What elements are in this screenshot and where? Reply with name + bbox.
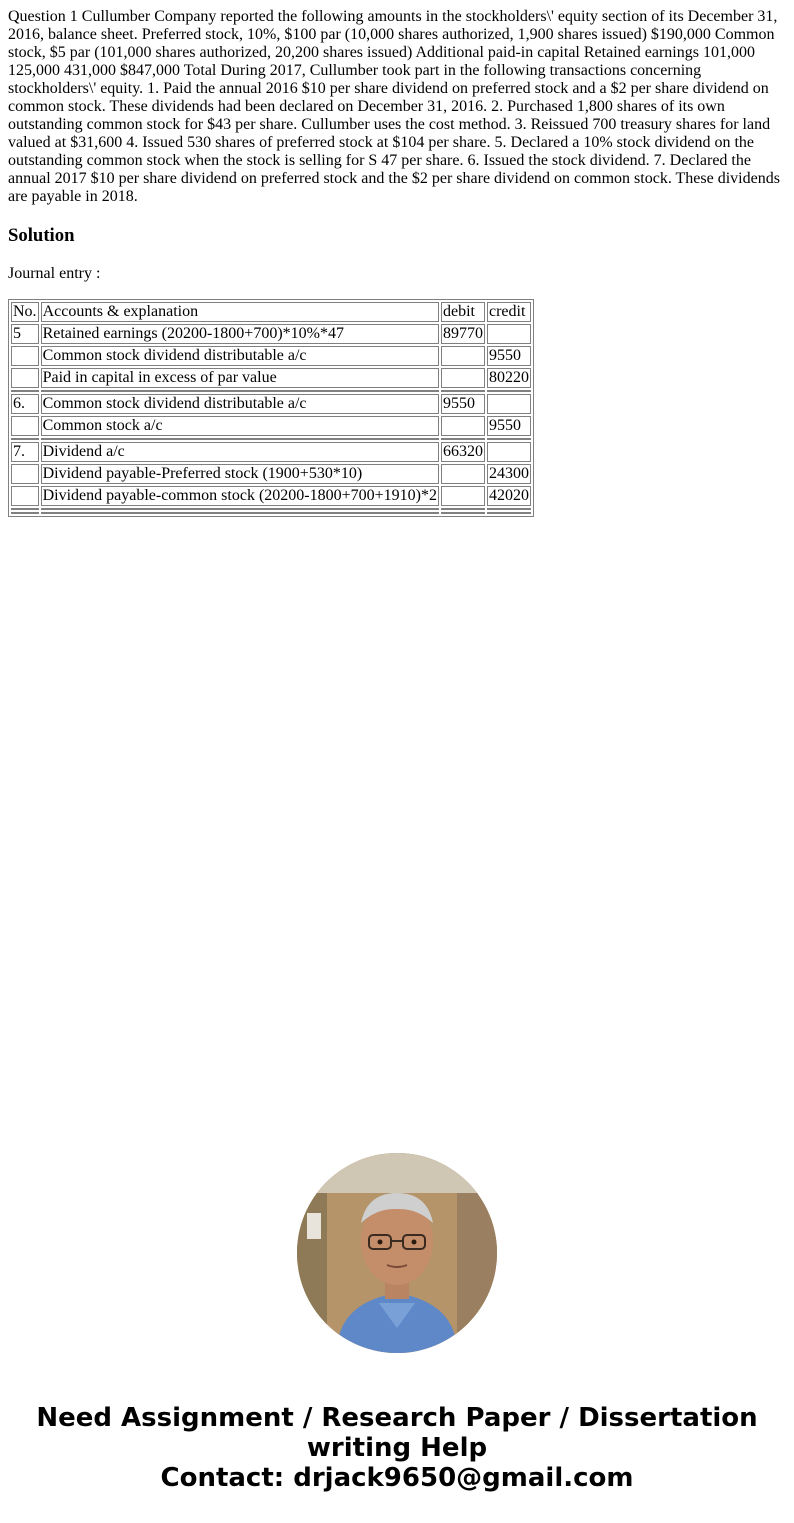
table-row xyxy=(11,442,531,462)
cell-credit: 24300 xyxy=(488,465,529,482)
cell-credit: 9550 xyxy=(487,416,531,436)
cell-debit: 9550 xyxy=(441,394,485,414)
cell-debit xyxy=(441,464,485,484)
cell-account: Retained earnings (20200-1800+700)*10%*47 xyxy=(41,324,439,344)
cell-debit xyxy=(441,486,485,506)
avatar-portrait xyxy=(297,1153,497,1353)
table-row xyxy=(11,324,531,344)
divider-cell xyxy=(41,390,439,392)
cell-credit: 42020 xyxy=(488,487,529,504)
divider-cell xyxy=(487,390,531,392)
cell-debit xyxy=(441,416,485,436)
table-row xyxy=(11,346,531,366)
divider-cell xyxy=(41,508,439,510)
table-divider-row xyxy=(11,390,531,392)
divider-cell xyxy=(11,512,39,514)
solution-heading: Solution xyxy=(8,225,75,246)
cell-no: 7. xyxy=(11,442,39,462)
cell-debit xyxy=(441,368,485,388)
cell-account: Paid in capital in excess of par value xyxy=(41,368,439,388)
cell-no xyxy=(11,464,39,484)
cell-no: 6. xyxy=(11,394,39,414)
cell-account: Common stock dividend distributable a/c xyxy=(41,346,439,366)
table-divider-row xyxy=(11,512,531,514)
footer-line-1: Need Assignment / Research Paper / Dissertation xyxy=(36,1403,758,1433)
cell-no xyxy=(11,416,39,436)
table-row xyxy=(11,368,531,388)
header-account: Accounts & explanation xyxy=(41,302,439,322)
footer-line-2: writing Help xyxy=(306,1433,488,1463)
divider-cell xyxy=(11,508,39,510)
divider-cell xyxy=(441,438,485,440)
header-credit: credit xyxy=(487,302,531,322)
cell-no xyxy=(11,486,39,506)
cell-account: Dividend a/c xyxy=(41,442,439,462)
divider-cell xyxy=(41,512,439,514)
journal-entry-table xyxy=(8,299,534,517)
cell-debit xyxy=(441,346,485,366)
table-row xyxy=(11,464,531,484)
divider-cell xyxy=(11,438,39,440)
question-text: Question 1 Cullumber Company reported the following amounts in the stockholders\' equity section of its December 31, 2016, balance sheet. Preferred stock, 10%, $100 par (10,000 shares authorized, 1,900 shares issued) $190,000 Common stock, $5 par (101,000 shares authorized, 20,200 shares issued) Additional paid-in capital Retained earnings 101,000 125,000 431,000 $847,000 Total During 2017, Cullumber took part in the following transactions concerning stockholders\' equity. 1. Paid the annual 2016 $10 per share dividend on preferred stock and a $2 per share dividend on common stock. These dividends had been declared on December 31, 2016. 2. Purchased 1,800 shares of its own outstanding common stock for $43 per share. Cullumber uses the cost method. 3. Reissued 700 treasury shares for land valued at $31,600 4. Issued 530 shares of preferred stock at $104 per share. 5. Declared a 10% stock dividend on the outstanding common stock when the stock is selling for S 47 per share. 6. Issued the stock dividend. 7. Declared the annual 2017 $10 per share dividend on preferred stock and the $2 per share dividend on common stock. These dividends are payable in 2018. xyxy=(8,8,780,205)
footer-contact: Contact: drjack9650@gmail.com xyxy=(160,1463,634,1493)
cell-no xyxy=(11,346,39,366)
divider-cell xyxy=(487,438,531,440)
table-divider-row xyxy=(11,438,531,440)
journal-entry-label: Journal entry : xyxy=(8,265,101,282)
header-no: No. xyxy=(13,303,37,320)
divider-cell xyxy=(441,512,485,514)
table-divider-row xyxy=(11,508,531,510)
page-content xyxy=(8,8,786,517)
cell-credit: 9550 xyxy=(487,346,531,366)
table-header-row xyxy=(11,302,531,322)
cell-credit xyxy=(487,394,531,414)
divider-cell xyxy=(441,508,485,510)
cell-account: Common stock a/c xyxy=(41,416,439,436)
divider-cell xyxy=(487,508,531,510)
table-row xyxy=(11,394,531,414)
table-row xyxy=(11,416,531,436)
cell-debit: 89770 xyxy=(442,325,483,342)
cell-credit xyxy=(487,442,531,462)
cell-no xyxy=(11,368,39,388)
author-avatar xyxy=(297,1153,497,1353)
cell-no: 5 xyxy=(11,324,39,344)
divider-cell xyxy=(41,438,439,440)
cell-account: Dividend payable-common stock (20200-1800+700+1910)*2 xyxy=(42,487,437,504)
cell-account: Dividend payable-Preferred stock (1900+530*10) xyxy=(41,464,439,484)
divider-cell xyxy=(11,390,39,392)
footer-banner xyxy=(0,1403,794,1493)
table-row xyxy=(11,486,531,506)
cell-debit: 66320 xyxy=(442,443,483,460)
divider-cell xyxy=(441,390,485,392)
header-debit: debit xyxy=(441,302,485,322)
cell-credit: 80220 xyxy=(488,369,529,386)
cell-credit xyxy=(487,324,531,344)
cell-account: Common stock dividend distributable a/c xyxy=(41,394,439,414)
divider-cell xyxy=(487,512,531,514)
